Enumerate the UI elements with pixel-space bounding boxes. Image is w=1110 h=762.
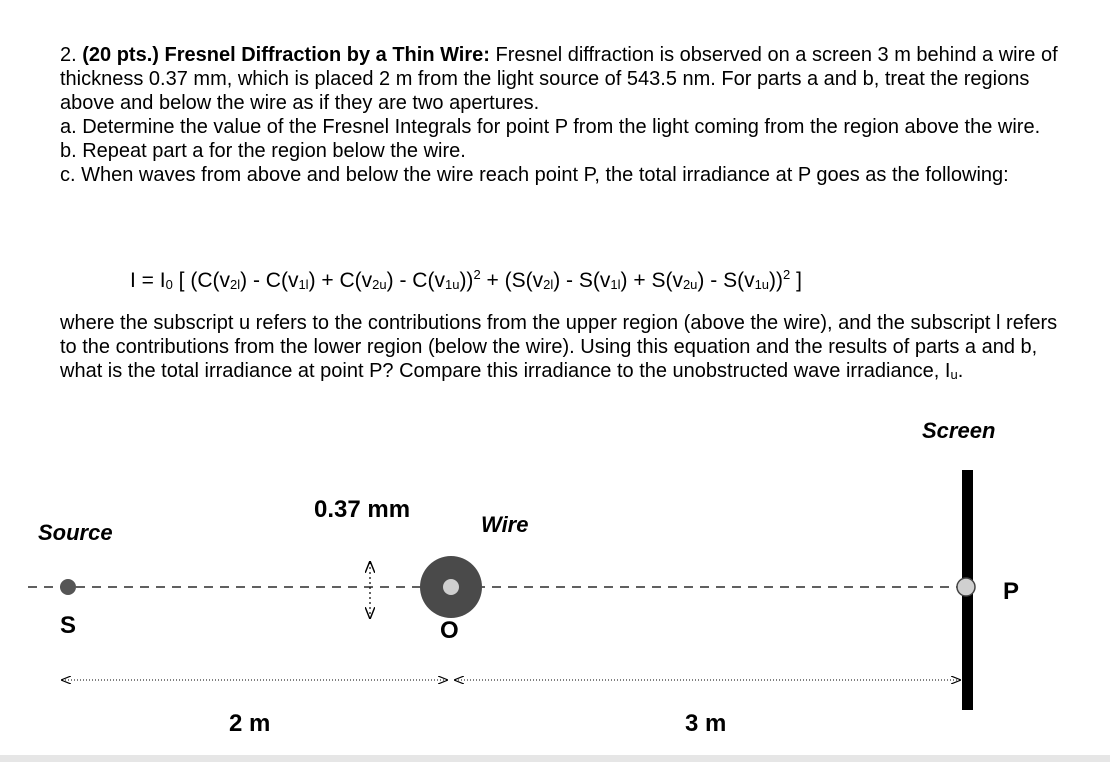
wire-label: Wire: [481, 512, 529, 537]
point-p: [957, 578, 975, 596]
distance-2m-label: 2 m: [229, 710, 271, 737]
part-c: c. When waves from above and below the wire reach point P, the total irradiance at P goes as the following:: [60, 164, 1009, 186]
problem-number: 2.: [60, 44, 77, 66]
problem-title: Fresnel Diffraction by a Thin Wire:: [164, 44, 490, 66]
thickness-label: 0.37 mm: [314, 496, 411, 523]
screen-label: Screen: [922, 418, 996, 443]
part-a: a. Determine the value of the Fresnel Integrals for point P from the light coming from the region above the wire.: [60, 116, 1041, 138]
s-label: S: [60, 612, 77, 639]
part-b: b. Repeat part a for the region below the wire.: [60, 140, 466, 162]
problem-intro-text-2: For parts a and b, treat the regions above and below the wire as if they are two apertures.: [60, 68, 1030, 114]
o-label: O: [440, 617, 459, 644]
problem-intro-text: Fresnel diffraction is observed on a screen 3 m behind a wire of thickness 0.37 mm, which is placed 2 m from the light source of 543.5 nm.: [60, 44, 1058, 90]
source-point: [60, 579, 76, 595]
p-label: P: [1003, 578, 1020, 605]
paragraph-2-subscript: u: [950, 367, 958, 382]
irradiance-equation: $I = I_0$ [ $(C(v_{2l}) - C(v_{1l}) + C(v_{2u}) - C(v_{1u}))^2 + (S(v_{2l}) - S(v_{1l}) + S(v_{2u}) - S(v_{1u}))^2$ ]: [130, 267, 802, 292]
wire-center-point: [443, 579, 459, 595]
source-label: Source: [38, 520, 113, 545]
distance-3m-label: 3 m: [685, 710, 727, 737]
paragraph-2: where the subscript u refers to the contributions from the upper region (above the wire), and the subscript l refers to the contributions from the lower region (below the wire). Using this equation and the results of parts a and b, what is the total irradiance at point P? Compare this irradiance to the unobstructed wave irradiance, Iu.: [60, 312, 1058, 382]
problem-points: (20 pts.): [82, 44, 159, 66]
paragraph-2-text: where the subscript u refers to the contributions from the upper region (above the wire), and the subscript l refers to the contributions from the lower region (below the wire). Using this equation and the results of parts a and b, what is the total irradiance at point P? Compare this irradiance to the unobstructed wave irradiance, I: [60, 312, 1058, 382]
